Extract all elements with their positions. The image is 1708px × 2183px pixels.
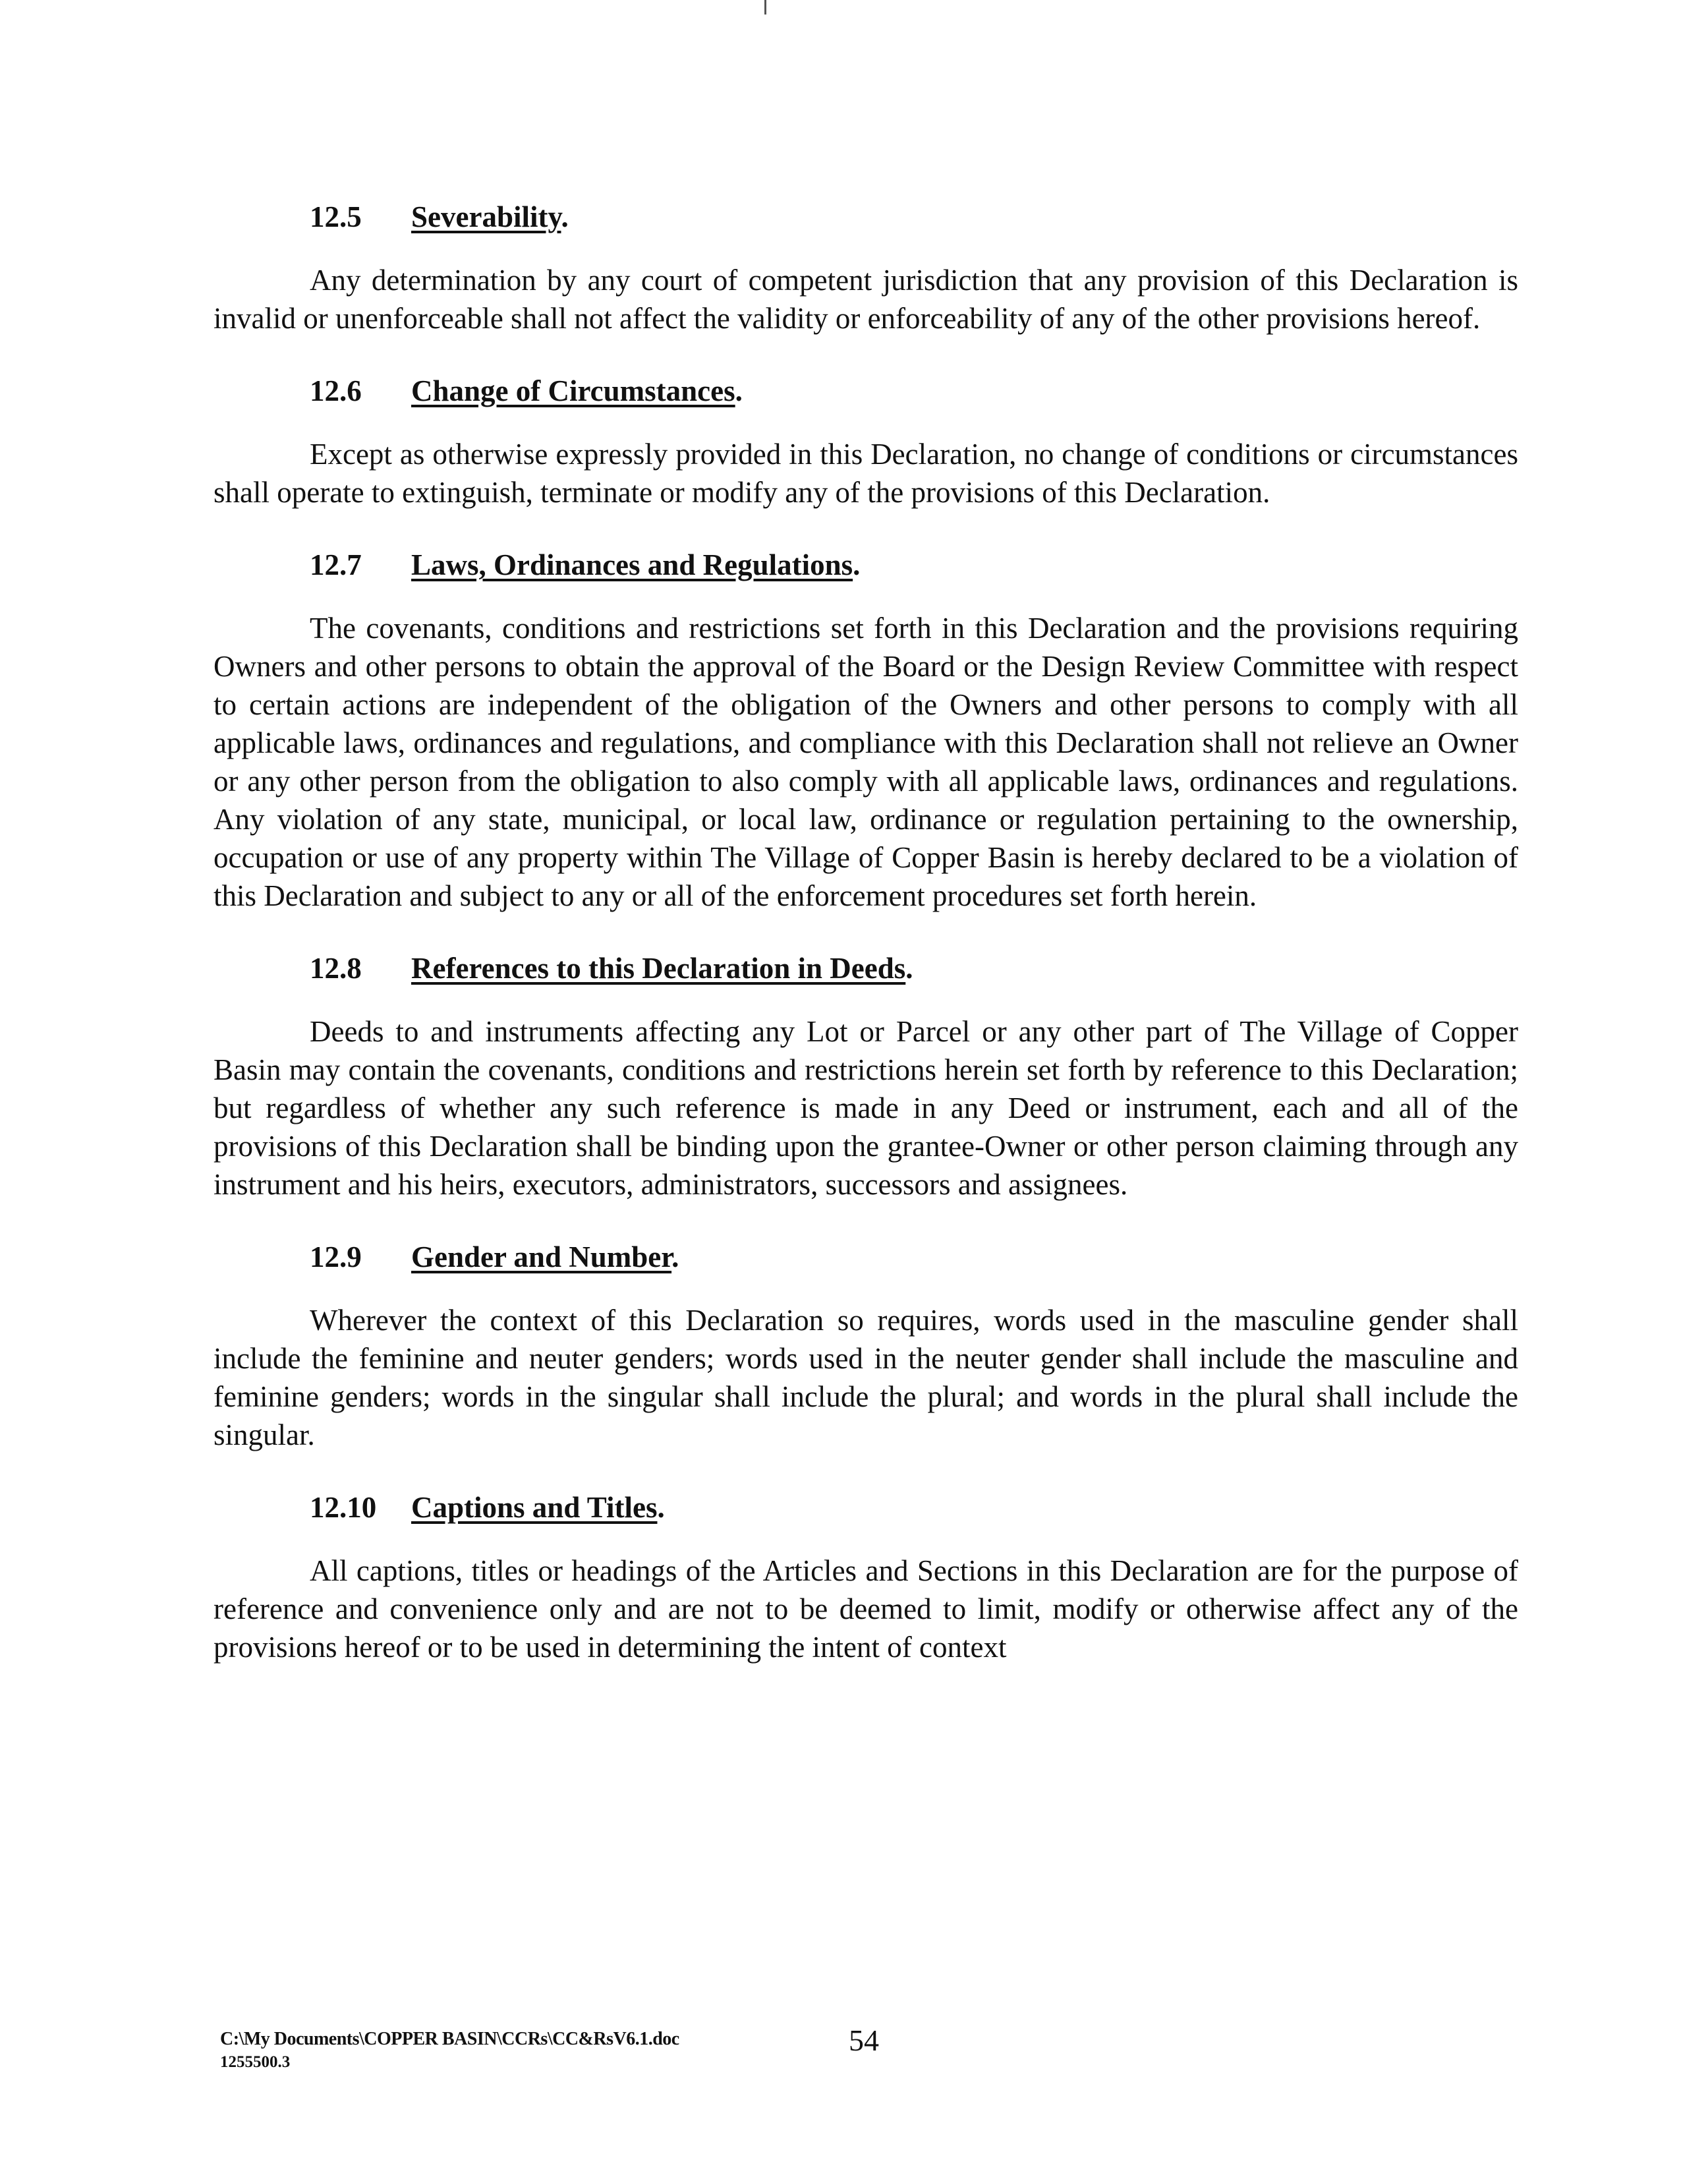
section-title: References to this Declaration in Deeds bbox=[411, 952, 906, 985]
section-title: Laws, Ordinances and Regulations bbox=[411, 548, 853, 581]
heading-period: . bbox=[657, 1491, 665, 1524]
section-12-7 bbox=[214, 546, 1518, 915]
section-heading bbox=[214, 1488, 1518, 1527]
section-heading bbox=[214, 372, 1518, 410]
section-12-9 bbox=[214, 1238, 1518, 1454]
page-number: 54 bbox=[849, 2023, 879, 2057]
section-paragraph: The covenants, conditions and restrictions set forth in this Declaration and the provisions requiring Owners and other persons to obtain the approval of the Board or the Design Review Committee with respect to certain actions are independent of the obligation of the Owners and other persons to comply with all applicable laws, ordinances and regulations, and compliance with this Declaration shall not relieve an Owner or any other person from the obligation to also comply with all applicable laws, ordinances and regulations. Any violation of any state, municipal, or local law, ordinance or regulation pertaining to the ownership, occupation or use of any property within The Village of Copper Basin is hereby declared to be a violation of this Declaration and subject to any or all of the enforcement procedures set forth herein. bbox=[214, 612, 1518, 912]
section-title: Severability bbox=[411, 200, 561, 233]
section-number: 12.5 bbox=[310, 200, 362, 233]
section-paragraph: Any determination by any court of competent jurisdiction that any provision of this Declaration is invalid or unenforceable shall not affect the validity or enforceability of any of the other provisions hereof. bbox=[214, 264, 1518, 335]
page-footer bbox=[220, 2027, 1011, 2074]
heading-period: . bbox=[735, 374, 743, 407]
section-paragraph: Deeds to and instruments affecting any Lot or Parcel or any other part of The Village of Copper Basin may contain the covenants, conditions and restrictions herein set forth by reference to this Declaration; but regardless of whether any such reference is made in any Deed or instrument, each and all of the provisions of this Declaration shall be binding upon the grantee-Owner or other person claiming through any instrument and his heirs, executors, administrators, successors and assignees. bbox=[214, 1015, 1518, 1201]
heading-period: . bbox=[671, 1240, 679, 1273]
section-number: 12.10 bbox=[310, 1491, 377, 1524]
heading-period: . bbox=[561, 200, 569, 233]
section-title: Captions and Titles bbox=[411, 1491, 658, 1524]
section-12-10 bbox=[214, 1488, 1518, 1666]
section-12-8 bbox=[214, 949, 1518, 1204]
section-12-5 bbox=[214, 198, 1518, 337]
section-number: 12.6 bbox=[310, 374, 362, 407]
section-paragraph: Wherever the context of this Declaration so requires, words used in the masculine gender shall include the feminine and neuter genders; words used in the neuter gender shall include the masculine and feminine genders; words in the singular shall include the plural; and words in the plural shall include the singular. bbox=[214, 1304, 1518, 1451]
section-title: Gender and Number bbox=[411, 1240, 672, 1273]
section-heading bbox=[214, 949, 1518, 987]
section-heading bbox=[214, 1238, 1518, 1276]
section-paragraph: All captions, titles or headings of the Articles and Sections in this Declaration are for the purpose of reference and convenience only and are not to be deemed to limit, modify or otherwise affect any of the provisions hereof or to be used in determining the intent of context bbox=[214, 1554, 1518, 1664]
section-number: 12.8 bbox=[310, 952, 362, 985]
section-title: Change of Circumstances bbox=[411, 374, 735, 407]
section-heading bbox=[214, 198, 1518, 236]
scan-mark bbox=[764, 0, 766, 15]
footer-document-id: 1255500.3 bbox=[220, 2053, 291, 2071]
section-number: 12.7 bbox=[310, 548, 362, 581]
section-paragraph: Except as otherwise expressly provided in this Declaration, no change of conditions or circumstances shall operate to extinguish, terminate or modify any of the provisions of this Declaration. bbox=[214, 438, 1518, 509]
heading-period: . bbox=[853, 548, 861, 581]
section-12-6 bbox=[214, 372, 1518, 511]
document-body bbox=[214, 198, 1518, 1701]
section-number: 12.9 bbox=[310, 1240, 362, 1273]
section-heading bbox=[214, 546, 1518, 584]
heading-period: . bbox=[905, 952, 913, 985]
footer-file-path: C:\My Documents\COPPER BASIN\CCRs\CC&RsV6.1.doc bbox=[220, 2029, 679, 2049]
